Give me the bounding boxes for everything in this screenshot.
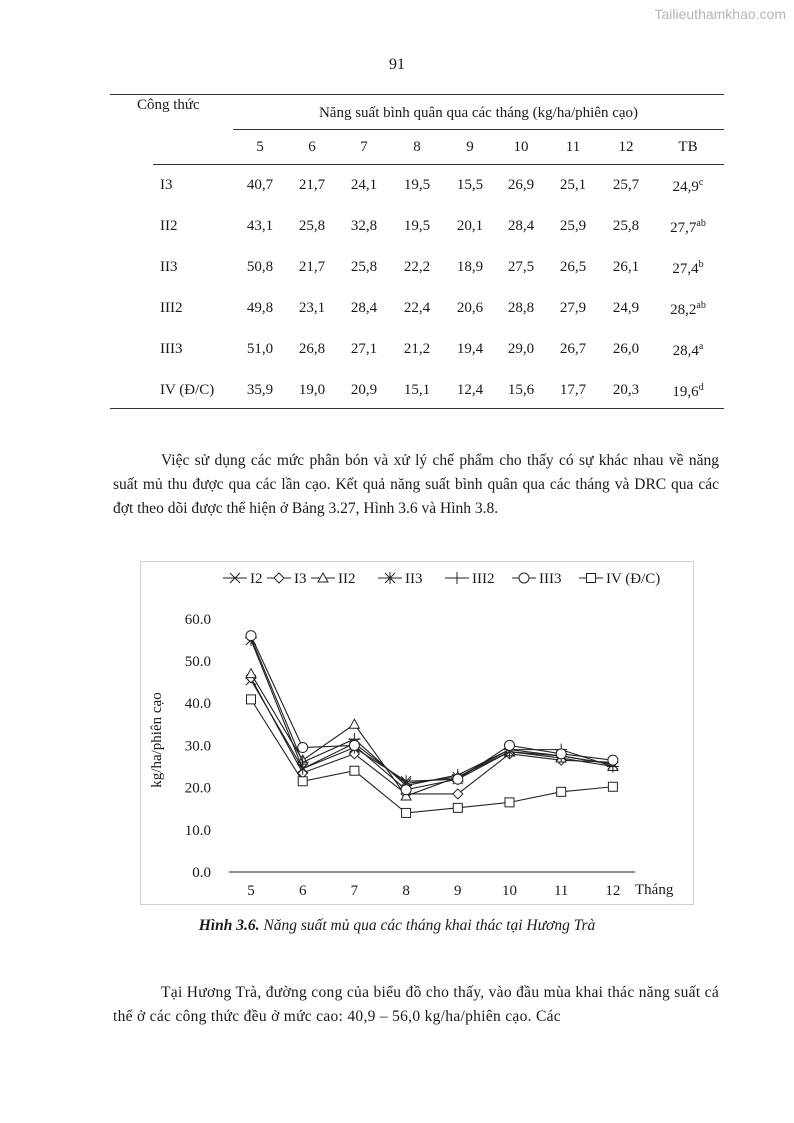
- table-cell: 26,5: [559, 259, 587, 275]
- data-point: [505, 740, 515, 750]
- table-cell: 25,8: [350, 259, 378, 275]
- table-cell: 19,4: [456, 341, 484, 357]
- table-cell: 19,0: [298, 382, 326, 398]
- column-header-cong-thuc: Công thức: [137, 97, 200, 113]
- month-header: TB: [678, 139, 698, 155]
- table-cell: 24,1: [350, 177, 378, 193]
- table-cell: 25,9: [559, 218, 587, 234]
- data-point: [401, 785, 411, 795]
- marker-shape: [246, 631, 256, 641]
- marker-shape: [298, 743, 308, 753]
- marker-shape: [453, 789, 463, 799]
- significance-letter: d: [698, 382, 704, 393]
- table-cell: 50,8: [246, 259, 274, 275]
- data-point: [453, 789, 463, 799]
- table-cell: 26,1: [612, 259, 640, 275]
- marker-shape: [608, 782, 617, 791]
- marker-shape: [402, 808, 411, 817]
- table-cell: 19,5: [403, 177, 431, 193]
- x-tick-label: 10: [502, 883, 517, 899]
- significance-letter: ab: [696, 300, 706, 311]
- table-cell: 17,7: [559, 382, 587, 398]
- table-cell-average: [658, 259, 718, 278]
- row-label: I3: [160, 177, 173, 193]
- table-cell: 23,1: [298, 300, 326, 316]
- table-cell-average: [658, 218, 718, 237]
- marker-shape: [298, 777, 307, 786]
- data-point: [349, 719, 359, 728]
- table-cell: 43,1: [246, 218, 274, 234]
- marker-shape: [505, 740, 515, 750]
- x-tick-label: 9: [454, 883, 462, 899]
- data-point: [453, 803, 462, 812]
- marker-shape: [401, 785, 411, 795]
- y-tick-label: 50.0: [184, 654, 211, 670]
- data-point: [505, 798, 514, 807]
- table-cell: 27,9: [559, 300, 587, 316]
- month-header: 10: [513, 139, 529, 155]
- average-value: 28,4: [672, 343, 699, 359]
- data-point: [556, 749, 566, 759]
- legend-label: II2: [338, 571, 356, 587]
- table-cell: 49,8: [246, 300, 274, 316]
- row-label: III2: [160, 300, 183, 316]
- marker-shape: [557, 787, 566, 796]
- marker-shape: [247, 695, 256, 704]
- marker-shape: [350, 766, 359, 775]
- average-value: 27,4: [672, 261, 699, 277]
- month-header: 12: [618, 139, 634, 155]
- data-point: [350, 766, 359, 775]
- significance-letter: b: [698, 259, 704, 270]
- table-cell: 20,6: [456, 300, 484, 316]
- group-header: Năng suất bình quân qua các tháng (kg/ha/phiên cạo): [318, 105, 639, 121]
- data-point: [453, 774, 463, 784]
- x-axis-title: Tháng: [635, 882, 674, 898]
- marker-shape: [246, 669, 256, 678]
- paragraph-results: Việc sử dụng các mức phân bón và xử lý chế phẩm cho thấy có sự khác nhau về năng suất mủ thu được qua các lần cạo. Kết quả năng suất bình quân qua các tháng và DRC qua các đợt theo dõi được thể hiện ở Bảng 3.27, Hình 3.6 và Hình 3.8.: [113, 452, 719, 517]
- row-label: III3: [160, 341, 183, 357]
- data-point: [608, 782, 617, 791]
- table-cell: 28,4: [507, 218, 535, 234]
- data-point: [246, 631, 256, 641]
- y-tick-label: 10.0: [184, 822, 211, 839]
- y-tick-label: 0.0: [192, 865, 211, 881]
- table-cell: 15,6: [507, 382, 535, 398]
- table-cell: 20,1: [456, 218, 484, 234]
- average-value: 28,2: [670, 302, 697, 318]
- group-header-rule: [233, 129, 724, 130]
- table-cell: 15,1: [403, 382, 431, 398]
- table-cell: 24,9: [612, 300, 640, 316]
- marker-shape: [349, 719, 359, 728]
- legend-marker: [519, 573, 529, 583]
- data-point: [298, 777, 307, 786]
- x-tick-label: 5: [247, 883, 255, 899]
- table-cell: 26,7: [559, 341, 587, 357]
- table-bottom-rule: [110, 408, 724, 409]
- table-cell-average: [658, 341, 718, 360]
- x-tick-label: 8: [402, 883, 410, 899]
- legend-marker: [587, 574, 596, 583]
- table-cell: 29,0: [507, 341, 535, 357]
- table-cell: 27,5: [507, 259, 535, 275]
- caption-text: Năng suất mủ qua các tháng khai thác tại Hương Trà: [259, 917, 596, 934]
- table-cell: 15,5: [456, 177, 484, 193]
- table-cell: 28,4: [350, 300, 378, 316]
- average-value: 27,7: [670, 220, 697, 236]
- y-axis-title: kg/ha/phiên cạo: [149, 692, 165, 788]
- paragraph-analysis: Tại Hương Trà, đường cong của biểu đồ cho thấy, vào đầu mùa khai thác năng suất cá thể ở các công thức đều ở mức cao: 40,9 – 56,0 kg/ha/phiên cạo. Các: [113, 984, 719, 1025]
- month-header-rule: [153, 164, 724, 165]
- marker-shape: [453, 803, 462, 812]
- marker-shape: [274, 573, 284, 583]
- table-cell: 25,7: [612, 177, 640, 193]
- legend-marker: [451, 572, 463, 584]
- legend-label: II3: [405, 571, 423, 587]
- data-point: [246, 669, 256, 678]
- table-cell: 26,9: [507, 177, 535, 193]
- table-cell: 28,8: [507, 300, 535, 316]
- legend-marker: [274, 573, 284, 583]
- significance-letter: ab: [696, 218, 706, 229]
- x-tick-label: 6: [298, 883, 307, 899]
- line-chart: [141, 562, 693, 904]
- marker-shape: [608, 755, 618, 765]
- month-header: 8: [413, 139, 421, 155]
- table-cell: 20,3: [612, 382, 640, 398]
- month-header: 6: [308, 139, 316, 155]
- table-cell: 35,9: [246, 382, 274, 398]
- x-tick-label: 11: [553, 883, 569, 899]
- month-header: 5: [256, 139, 264, 155]
- table-cell: 26,8: [298, 341, 326, 357]
- y-tick-label: 30.0: [184, 738, 211, 755]
- x-tick-label: 7: [350, 883, 359, 899]
- table-cell: 51,0: [246, 341, 274, 357]
- month-header: 7: [360, 139, 368, 155]
- month-header: 11: [565, 139, 581, 155]
- table-cell: 19,5: [403, 218, 431, 234]
- table-cell: 32,8: [350, 218, 378, 234]
- table-cell: 22,2: [403, 259, 431, 275]
- marker-shape: [505, 798, 514, 807]
- table-cell: 40,7: [246, 177, 274, 193]
- legend-label: III3: [539, 571, 562, 587]
- watermark: Tailieuthamkhao.com: [654, 6, 786, 22]
- data-point: [557, 787, 566, 796]
- table-cell-average: [658, 177, 718, 196]
- y-tick-label: 20.0: [184, 780, 211, 797]
- data-point: [349, 740, 359, 750]
- table-cell: 26,0: [612, 341, 640, 357]
- average-value: 24,9: [672, 179, 699, 195]
- marker-shape: [453, 774, 463, 784]
- legend-label: I3: [294, 571, 307, 587]
- table-top-rule: [110, 94, 724, 95]
- average-value: 19,6: [672, 384, 699, 400]
- table-cell: 25,8: [298, 218, 326, 234]
- y-tick-label: 60.0: [184, 611, 211, 628]
- table-cell: 22,4: [403, 300, 431, 316]
- data-point: [608, 755, 618, 765]
- row-label: II2: [160, 218, 178, 234]
- row-label: II3: [160, 259, 178, 275]
- marker-shape: [349, 740, 359, 750]
- table-cell: 25,8: [612, 218, 640, 234]
- significance-letter: a: [698, 341, 704, 352]
- legend-label: IV (Đ/C): [606, 571, 661, 587]
- data-point: [247, 695, 256, 704]
- marker-shape: [556, 749, 566, 759]
- data-point: [402, 808, 411, 817]
- table-cell-average: [658, 300, 718, 319]
- table-cell: 18,9: [456, 259, 484, 275]
- significance-letter: c: [698, 177, 704, 188]
- chart-container: [140, 561, 694, 905]
- legend-label: I2: [250, 571, 263, 587]
- page-number: 91: [389, 56, 405, 73]
- table-cell: 25,1: [559, 177, 587, 193]
- legend-label: III2: [472, 571, 495, 587]
- data-table: [110, 94, 724, 410]
- marker-shape: [451, 572, 463, 584]
- month-header: 9: [466, 139, 474, 155]
- table-cell: 27,1: [350, 341, 378, 357]
- marker-shape: [587, 574, 596, 583]
- table-cell: 12,4: [456, 382, 484, 398]
- table-cell: 21,7: [298, 259, 326, 275]
- table-cell-average: [658, 382, 718, 401]
- table-cell: 21,7: [298, 177, 326, 193]
- data-point: [298, 743, 308, 753]
- row-label: IV (Đ/C): [160, 382, 215, 398]
- marker-shape: [519, 573, 529, 583]
- caption-label: Hình 3.6.: [198, 917, 260, 934]
- table-cell: 20,9: [350, 382, 378, 398]
- y-tick-label: 40.0: [184, 696, 211, 713]
- x-tick-label: 12: [605, 883, 621, 899]
- figure-caption: [0, 917, 794, 935]
- table-cell: 21,2: [403, 341, 431, 357]
